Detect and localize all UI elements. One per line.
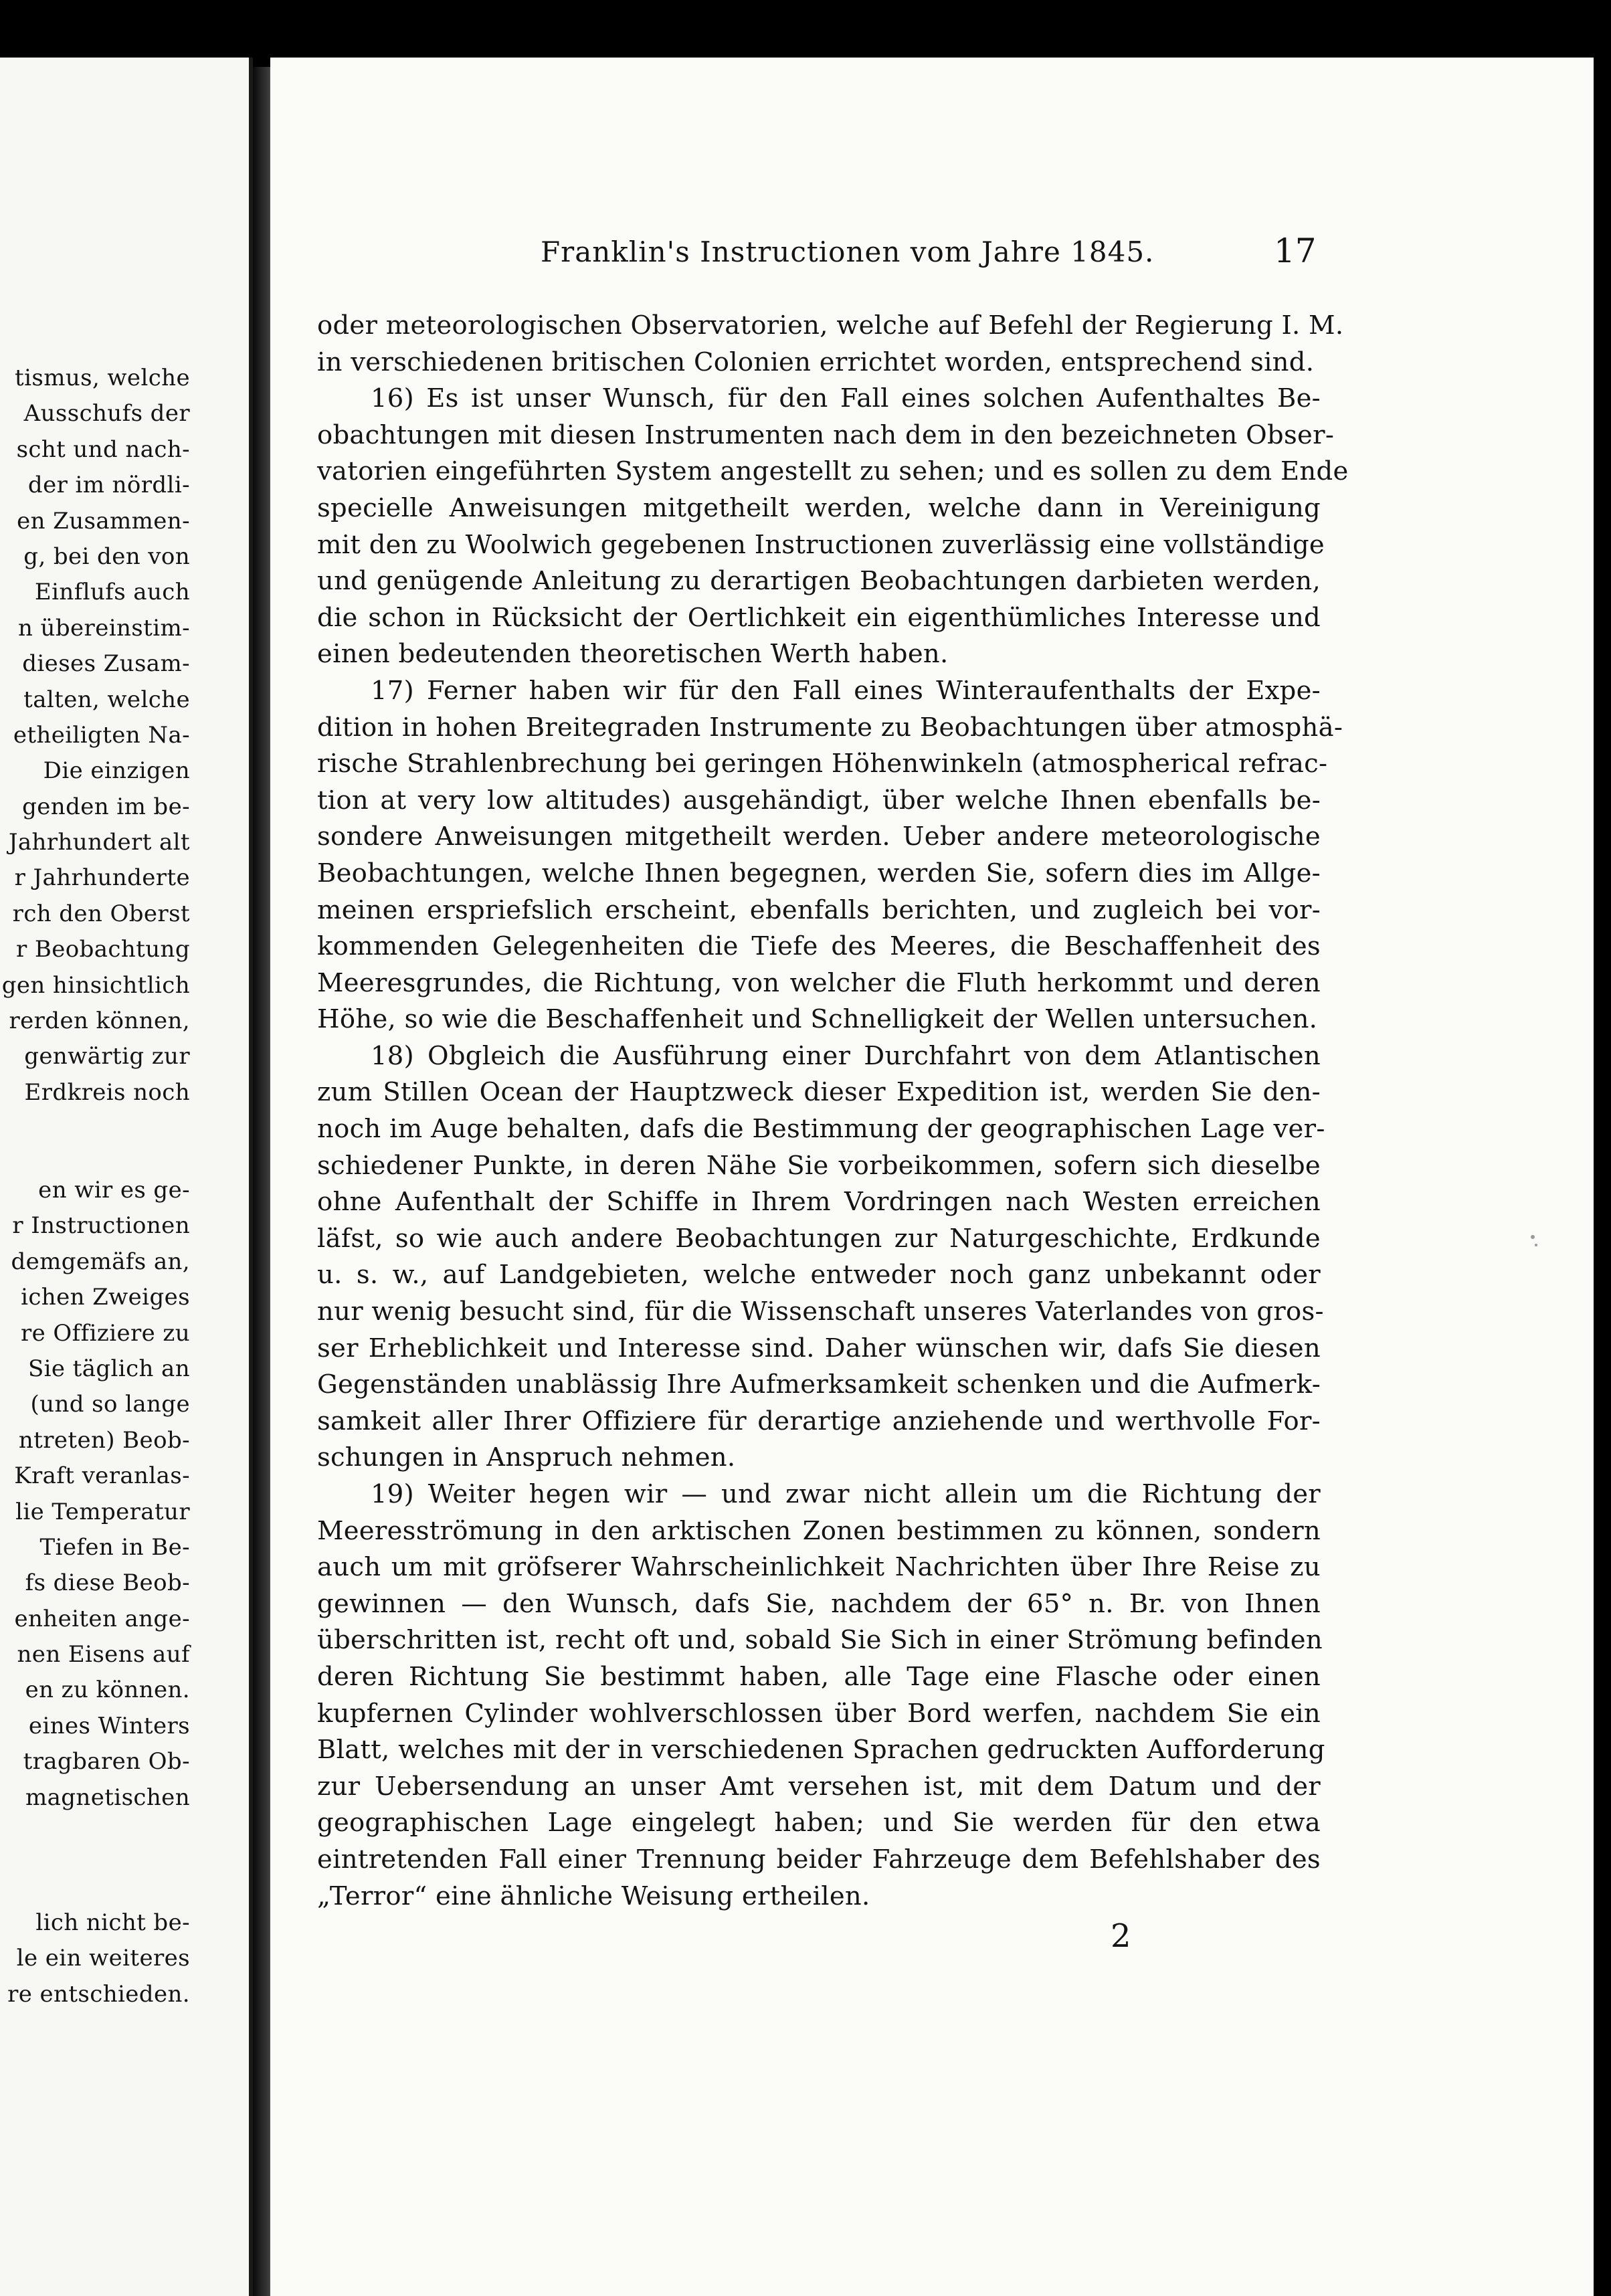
left-text-line: scht und nach- xyxy=(16,436,190,463)
text-line: oder meteorologischen Observatorien, welche auf Befehl der Regierung I. M. xyxy=(317,310,1344,341)
left-text-line: rerden können, xyxy=(9,1008,190,1035)
text-line: mit den zu Woolwich gegebenen Instructionen zuverlässig eine vollständige xyxy=(317,529,1325,560)
text-line: specielle Anweisungen mitgetheilt werden, welche dann in Vereinigung xyxy=(317,492,1321,523)
text-line: u. s. w., auf Landgebieten, welche entweder noch ganz unbekannt oder xyxy=(317,1260,1321,1290)
text-line: geographischen Lage eingelegt haben; und Sie werden für den etwa xyxy=(317,1808,1321,1838)
left-text-line: le ein weiteres xyxy=(16,1945,190,1972)
left-text-line: re Offiziere zu xyxy=(21,1319,190,1347)
text-line: samkeit aller Ihrer Offiziere für derartige anziehende und werthvolle For- xyxy=(317,1406,1321,1436)
left-text-line: lie Temperatur xyxy=(15,1498,190,1525)
left-text-line: rch den Oberst xyxy=(12,900,190,927)
left-text-line: Ausschufs der xyxy=(23,400,190,427)
paper-speck xyxy=(1531,1235,1535,1239)
text-line: kommenden Gelegenheiten die Tiefe des Meeres, die Beschaffenheit des xyxy=(317,931,1321,962)
text-line: dition in hohen Breitegraden Instrumente zu Beobachtungen über atmosphä- xyxy=(317,712,1343,743)
text-line: ser Erheblichkeit und Interesse sind. Daher wünschen wir, dafs Sie diesen xyxy=(317,1333,1321,1363)
text-line: die schon in Rücksicht der Oertlichkeit ein eigenthümliches Interesse und xyxy=(317,602,1321,633)
text-line: kupfernen Cylinder wohlverschlossen über Bord werfen, nachdem Sie ein xyxy=(317,1698,1321,1729)
left-text-line: r Beobachtung xyxy=(15,936,190,963)
text-line: auch um mit gröfserer Wahrscheinlichkeit Nachrichten über Ihre Reise zu xyxy=(317,1552,1321,1583)
text-line: Beobachtungen, welche Ihnen begegnen, werden Sie, sofern dies im Allge- xyxy=(317,858,1321,888)
left-text-line: ichen Zweiges xyxy=(21,1284,190,1311)
text-line: schiedener Punkte, in deren Nähe Sie vorbeikommen, sofern sich dieselbe xyxy=(317,1150,1321,1181)
left-text-line: Kraft veranlas- xyxy=(14,1462,190,1490)
right-page xyxy=(270,58,1594,2296)
text-line: überschritten ist, recht oft und, sobald Sie Sich in einer Strömung befinden xyxy=(317,1625,1323,1656)
text-line: 19) Weiter hegen wir — und zwar nicht allein um die Richtung der xyxy=(371,1479,1321,1509)
paper-speck xyxy=(1535,1244,1537,1246)
left-text-line: etheiligten Na- xyxy=(13,721,190,749)
text-line: eintretenden Fall einer Trennung beider Fahrzeuge dem Befehlshaber des xyxy=(317,1844,1321,1875)
left-text-line: (und so lange xyxy=(30,1391,190,1418)
text-line: Gegenständen unablässig Ihre Aufmerksamkeit schenken und die Aufmerk- xyxy=(317,1369,1321,1400)
text-line: deren Richtung Sie bestimmt haben, alle Tage eine Flasche oder einen xyxy=(317,1661,1321,1692)
left-page-text-middle xyxy=(0,1173,190,1816)
left-text-line: magnetischen xyxy=(25,1784,190,1811)
left-text-line: Sie täglich an xyxy=(27,1355,190,1382)
running-head: Franklin's Instructionen vom Jahre 1845. xyxy=(541,235,1155,268)
text-line: meinen erspriefslich erscheint, ebenfalls berichten, und zugleich bei vor- xyxy=(317,894,1321,925)
left-text-line: en Zusammen- xyxy=(17,507,190,535)
left-text-line: r Jahrhunderte xyxy=(14,864,190,892)
left-text-line: genwärtig zur xyxy=(24,1043,190,1070)
left-text-line: Jahrhundert alt xyxy=(8,829,190,856)
left-text-line: demgemäfs an, xyxy=(11,1248,190,1275)
left-text-line: en wir es ge- xyxy=(38,1177,190,1204)
text-line: schungen in Anspruch nehmen. xyxy=(317,1442,736,1473)
left-text-line: tismus, welche xyxy=(15,365,190,391)
left-text-line: eines Winters xyxy=(28,1712,190,1739)
left-text-line: lich nicht be- xyxy=(35,1909,190,1936)
text-line: Meeresströmung in den arktischen Zonen bestimmen zu können, sondern xyxy=(317,1515,1321,1546)
left-page-text-bottom xyxy=(0,1905,190,2012)
text-line: noch im Auge behalten, dafs die Bestimmung der geographischen Lage ver- xyxy=(317,1114,1325,1145)
left-text-line: ntreten) Beob- xyxy=(18,1426,190,1454)
left-page-text-top xyxy=(0,361,190,1111)
left-text-line: dieses Zusam- xyxy=(22,650,190,678)
left-text-line: g, bei den von xyxy=(23,543,190,570)
text-line: einen bedeutenden theoretischen Werth haben. xyxy=(317,639,949,670)
text-line: 17) Ferner haben wir für den Fall eines Winteraufenthalts der Expe- xyxy=(371,675,1321,706)
text-line: sondere Anweisungen mitgetheilt werden. Ueber andere meteorologische xyxy=(317,822,1321,852)
text-line: rische Strahlenbrechung bei geringen Höhenwinkeln (atmospherical refrac- xyxy=(317,749,1328,779)
page-header xyxy=(270,231,1594,282)
text-line: obachtungen mit diesen Instrumenten nach dem in den bezeichneten Obser- xyxy=(317,419,1335,450)
left-text-line: Die einzigen xyxy=(43,757,190,785)
left-text-line: en zu können. xyxy=(25,1677,190,1704)
left-text-line: n übereinstim- xyxy=(18,614,190,642)
left-text-line: der im nördli- xyxy=(27,472,190,499)
text-line: ohne Aufenthalt der Schiffe in Ihrem Vordringen nach Westen erreichen xyxy=(317,1187,1321,1218)
text-line: nur wenig besucht sind, für die Wissenschaft unseres Vaterlandes von gros- xyxy=(317,1297,1324,1327)
left-text-line: nen Eisens auf xyxy=(17,1641,190,1668)
text-line: und genügende Anleitung zu derartigen Beobachtungen darbieten werden, xyxy=(317,566,1321,597)
text-line: zur Uebersendung an unser Amt versehen ist, mit dem Datum und der xyxy=(317,1771,1321,1802)
left-text-line: Einflufs auch xyxy=(34,579,190,606)
left-text-line: tragbaren Ob- xyxy=(23,1748,190,1776)
text-line: tion at very low altitudes) ausgehändigt, über welche Ihnen ebenfalls be- xyxy=(317,785,1321,816)
body-text xyxy=(317,308,1349,1915)
text-line: „Terror“ eine ähnliche Weisung ertheilen. xyxy=(317,1881,870,1911)
left-text-line: re entschieden. xyxy=(7,1980,190,2008)
text-line: läfst, so wie auch andere Beobachtungen zur Naturgeschichte, Erdkunde xyxy=(317,1223,1321,1254)
left-text-line: Erdkreis noch xyxy=(24,1078,190,1106)
left-text-line: talten, welche xyxy=(23,686,190,713)
text-line: vatorien eingeführten System angestellt zu sehen; und es sollen zu dem Ende xyxy=(317,456,1349,487)
left-text-line: gen hinsichtlich xyxy=(1,971,190,999)
text-line: gewinnen — den Wunsch, dafs Sie, nachdem der 65° n. Br. von Ihnen xyxy=(317,1588,1321,1619)
left-text-line: Tiefen in Be- xyxy=(39,1533,190,1561)
left-text-line: enheiten ange- xyxy=(14,1605,190,1632)
text-line: zum Stillen Ocean der Hauptzweck dieser Expedition ist, werden Sie den- xyxy=(317,1077,1321,1108)
text-line: in verschiedenen britischen Colonien errichtet worden, entsprechend sind. xyxy=(317,347,1315,377)
text-line: 16) Es ist unser Wunsch, für den Fall eines solchen Aufenthaltes Be- xyxy=(371,383,1321,414)
text-line: 18) Obgleich die Ausführung einer Durchfahrt von dem Atlantischen xyxy=(371,1040,1321,1071)
text-line: Höhe, so wie die Beschaffenheit und Schnelligkeit der Wellen untersuchen. xyxy=(317,1004,1318,1035)
left-text-line: r Instructionen xyxy=(12,1212,190,1240)
left-text-line: genden im be- xyxy=(22,793,190,820)
left-text-line: fs diese Beob- xyxy=(25,1569,190,1597)
page-number: 17 xyxy=(1274,231,1317,270)
left-page-fragment xyxy=(0,58,253,2296)
text-line: Meeresgrundes, die Richtung, von welcher die Fluth herkommt und deren xyxy=(317,967,1321,998)
signature-mark: 2 xyxy=(1111,1917,1131,1955)
text-line: Blatt, welches mit der in verschiedenen Sprachen gedruckten Aufforderung xyxy=(317,1735,1325,1765)
